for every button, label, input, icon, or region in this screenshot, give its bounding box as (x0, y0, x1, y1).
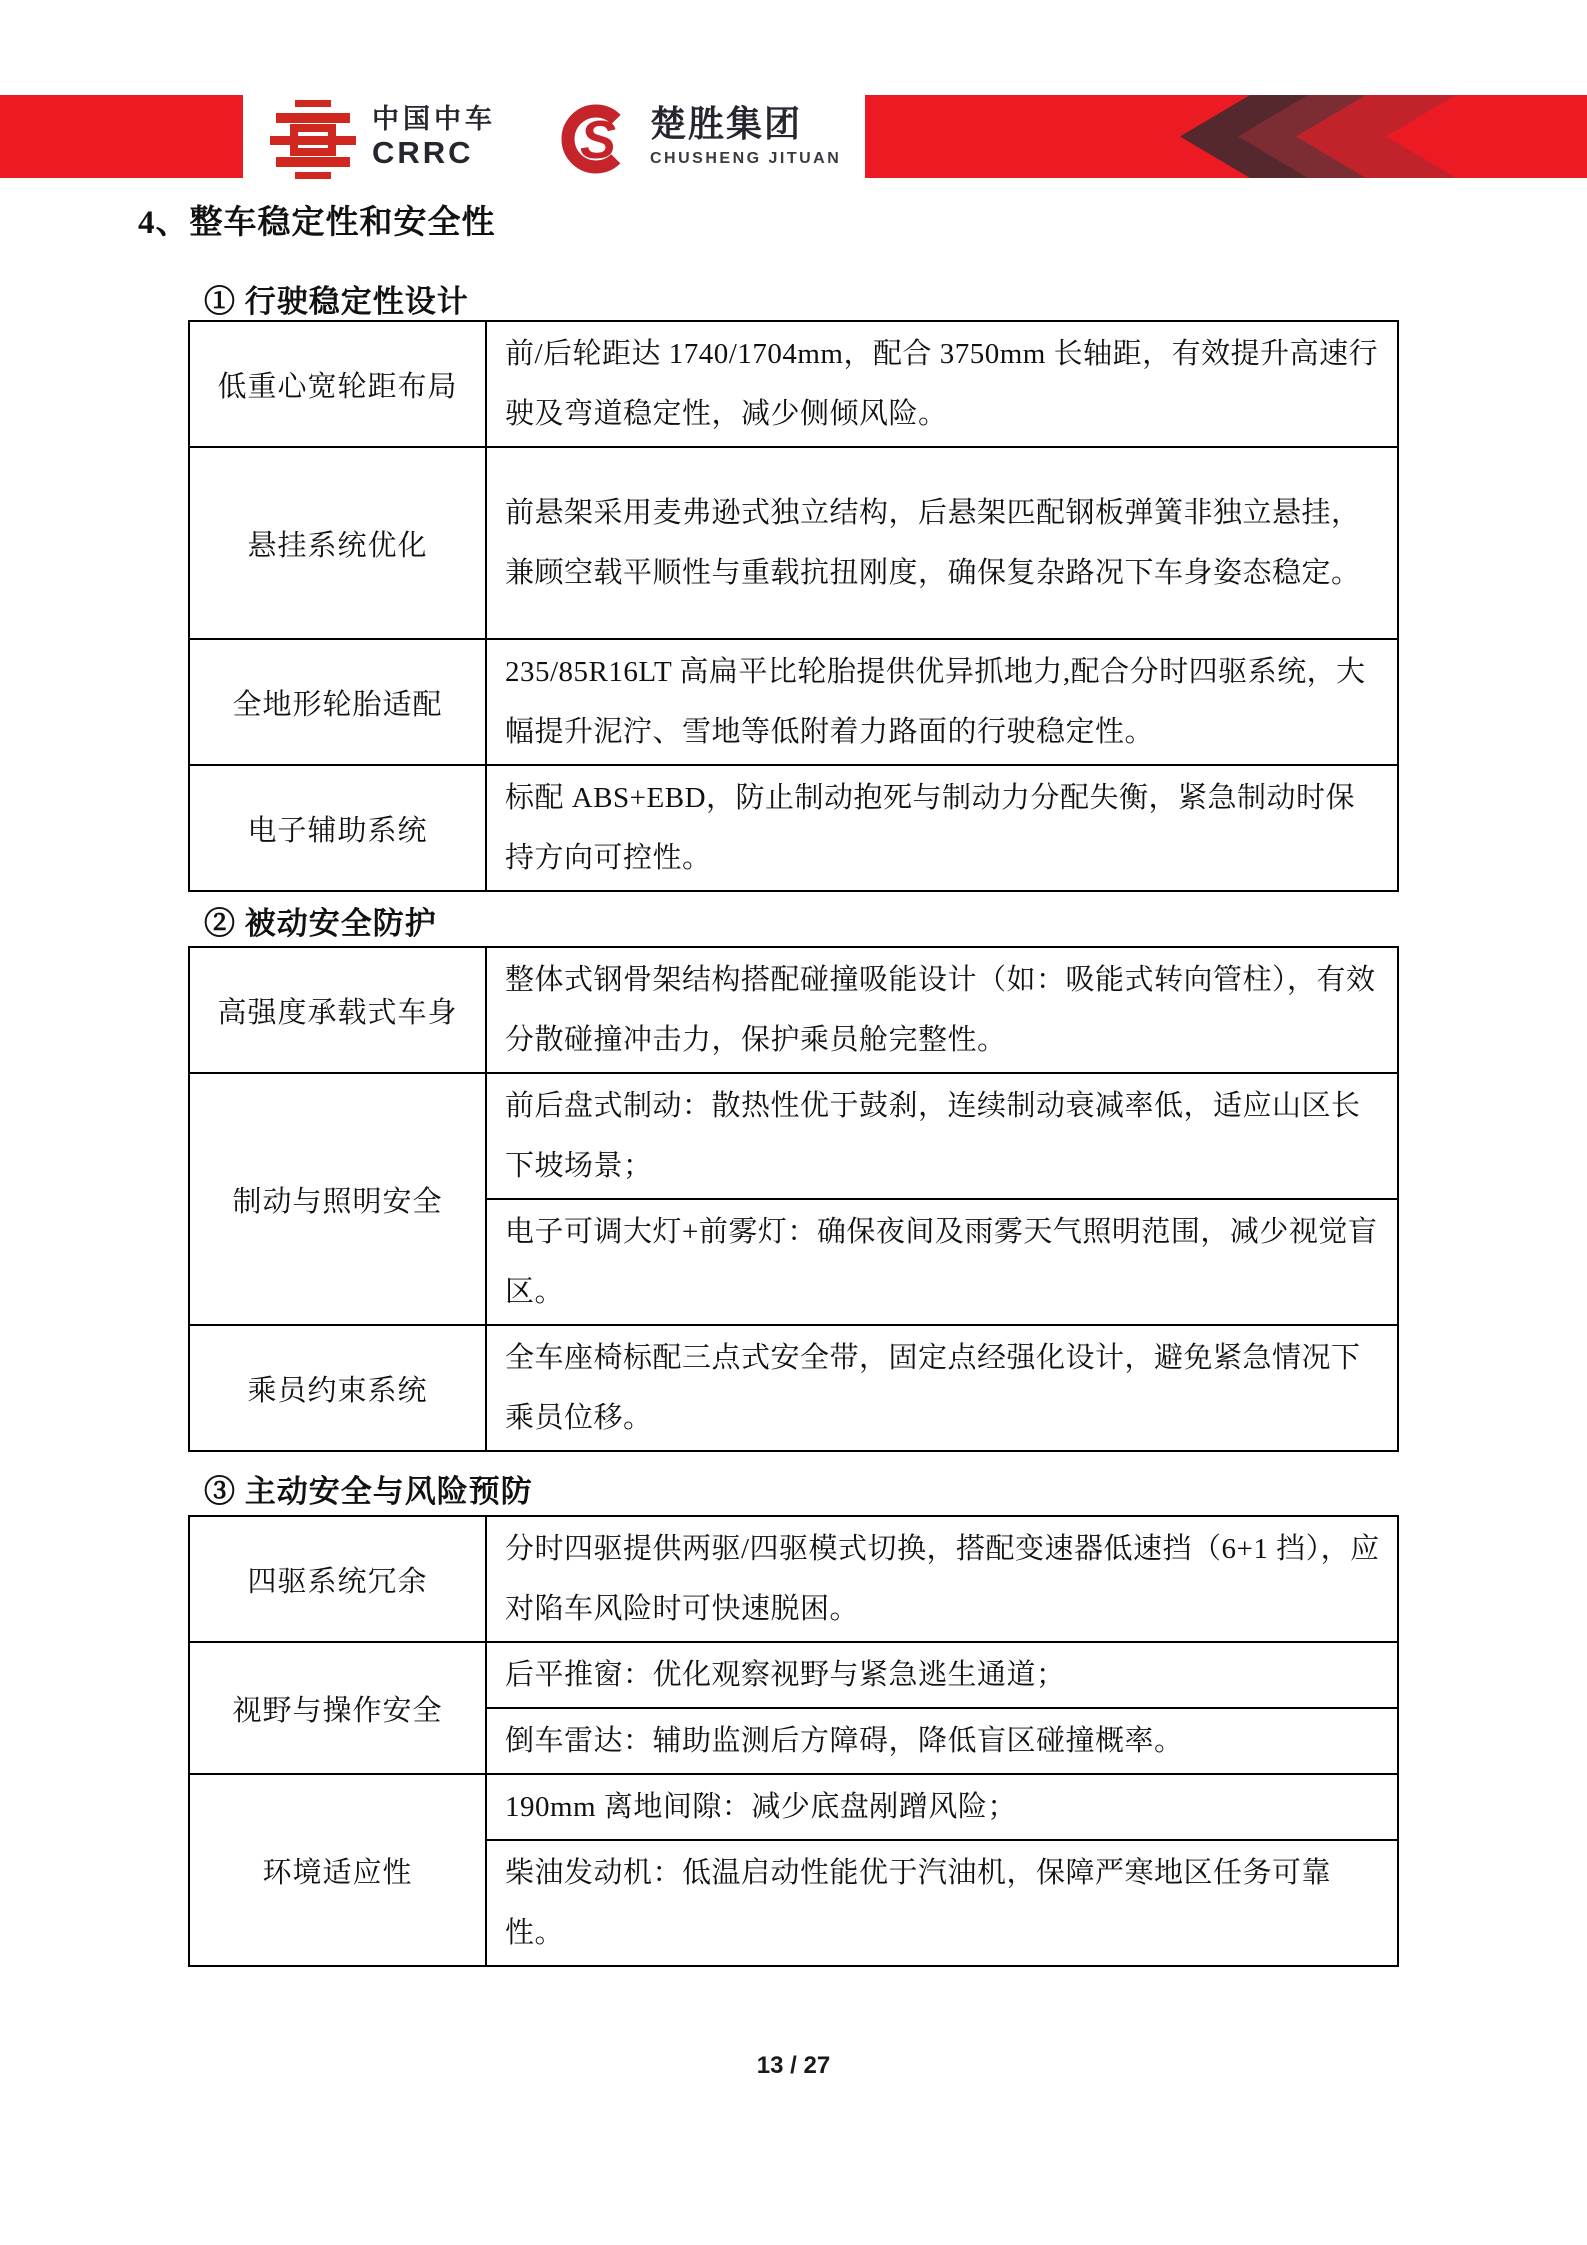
row-content: 柴油发动机：低温启动性能优于汽油机，保障严寒地区任务可靠性。 (486, 1840, 1398, 1966)
row-content: 倒车雷达：辅助监测后方障碍，降低盲区碰撞概率。 (486, 1708, 1398, 1774)
chevron-left-icon (1180, 95, 1460, 178)
row-content: 190mm 离地间隙：减少底盘剐蹭风险； (486, 1774, 1398, 1840)
section-heading-2: ② 被动安全防护 (204, 906, 437, 941)
row-content: 电子可调大灯+前雾灯：确保夜间及雨雾天气照明范围，减少视觉盲区。 (486, 1199, 1398, 1325)
chusheng-cn-name: 楚胜集团 (650, 103, 803, 144)
table-row (189, 1774, 1398, 1840)
row-content: 整体式钢骨架结构搭配碰撞吸能设计（如：吸能式转向管柱），有效分散碰撞冲击力，保护乘员舱完整性。 (486, 947, 1398, 1073)
table-row (189, 947, 1398, 1073)
table-row (189, 1516, 1398, 1642)
table-row (189, 765, 1398, 891)
row-label: 四驱系统冗余 (189, 1516, 486, 1642)
row-content: 后平推窗：优化观察视野与紧急逃生通道； (486, 1642, 1398, 1708)
crrc-cn-name: 中国中车 (372, 104, 496, 134)
page-title: 4、整车稳定性和安全性 (138, 205, 496, 241)
crrc-en-name: CRRC (372, 135, 474, 170)
row-content: 前后盘式制动：散热性优于鼓刹，连续制动衰减率低，适应山区长下坡场景； (486, 1073, 1398, 1199)
row-label: 视野与操作安全 (189, 1642, 486, 1774)
active-safety-table (188, 1515, 1399, 1967)
chusheng-logo-text (650, 103, 842, 167)
chusheng-en-name: CHUSHENG JITUAN (650, 150, 842, 167)
row-label: 高强度承载式车身 (189, 947, 486, 1073)
crrc-logo-icon (270, 100, 356, 184)
section-heading-1: ① 行驶稳定性设计 (204, 284, 469, 319)
section-heading-3: ③ 主动安全与风险预防 (204, 1474, 533, 1509)
page-number: 13 / 27 (756, 2052, 831, 2079)
table-row (189, 1642, 1398, 1708)
row-label: 制动与照明安全 (189, 1073, 486, 1325)
row-content: 分时四驱提供两驱/四驱模式切换，搭配变速器低速挡（6+1 挡），应对陷车风险时可快速脱困。 (486, 1516, 1398, 1642)
table-row (189, 447, 1398, 639)
passive-safety-table (188, 946, 1399, 1452)
table-row (189, 639, 1398, 765)
header-left-red-block (0, 95, 243, 178)
row-label: 悬挂系统优化 (189, 447, 486, 639)
table-row (189, 321, 1398, 447)
row-label: 低重心宽轮距布局 (189, 321, 486, 447)
table-row (189, 1073, 1398, 1199)
chusheng-logo-icon (558, 100, 640, 183)
row-label: 全地形轮胎适配 (189, 639, 486, 765)
row-content: 235/85R16LT 高扁平比轮胎提供优异抓地力,配合分时四驱系统，大幅提升泥泞、雪地等低附着力路面的行驶稳定性。 (486, 639, 1398, 765)
row-label: 乘员约束系统 (189, 1325, 486, 1451)
row-content: 全车座椅标配三点式安全带，固定点经强化设计，避免紧急情况下乘员位移。 (486, 1325, 1398, 1451)
crrc-logo-text (372, 106, 496, 168)
driving-stability-table (188, 320, 1399, 892)
row-label: 环境适应性 (189, 1774, 486, 1966)
row-content: 标配 ABS+EBD，防止制动抱死与制动力分配失衡，紧急制动时保持方向可控性。 (486, 765, 1398, 891)
row-content: 前悬架采用麦弗逊式独立结构，后悬架匹配钢板弹簧非独立悬挂，兼顾空载平顺性与重载抗扭刚度，确保复杂路况下车身姿态稳定。 (486, 447, 1398, 639)
row-content: 前/后轮距达 1740/1704mm，配合 3750mm 长轴距，有效提升高速行驶及弯道稳定性，减少侧倾风险。 (486, 321, 1398, 447)
row-label: 电子辅助系统 (189, 765, 486, 891)
header-right-red-band (865, 95, 1587, 178)
table-row (189, 1325, 1398, 1451)
svg-text:S: S (579, 110, 617, 170)
